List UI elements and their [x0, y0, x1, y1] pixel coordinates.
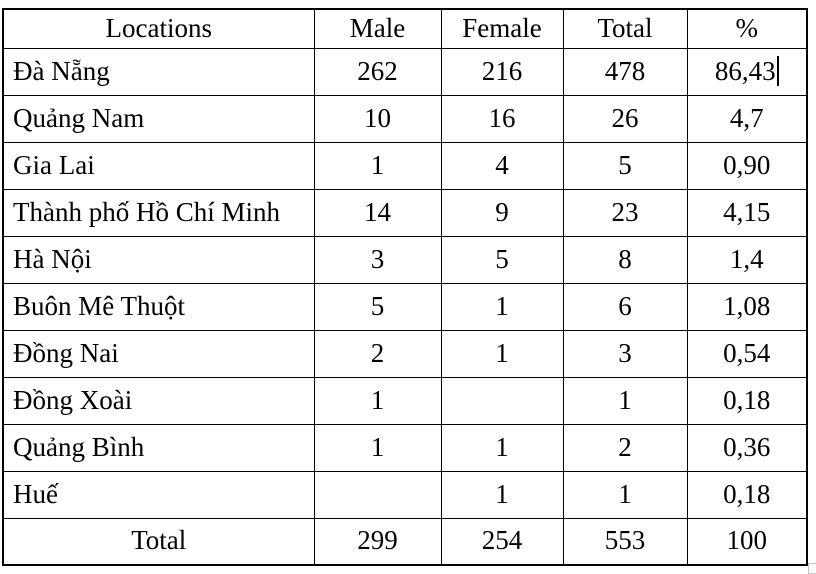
cell-location[interactable]: Gia Lai — [3, 142, 314, 189]
footer-cell-label[interactable]: Total — [3, 518, 314, 565]
table-footer-row — [3, 518, 807, 565]
cell-percent[interactable]: 0,54 — [687, 330, 807, 377]
table-row — [3, 95, 807, 142]
cell-total[interactable]: 8 — [563, 236, 687, 283]
cell-male[interactable] — [314, 471, 441, 518]
cell-female[interactable]: 216 — [441, 48, 563, 95]
cell-total[interactable]: 3 — [563, 330, 687, 377]
cell-male[interactable]: 1 — [314, 142, 441, 189]
cell-total[interactable]: 1 — [563, 471, 687, 518]
table-row — [3, 283, 807, 330]
table-row — [3, 189, 807, 236]
cell-male[interactable]: 1 — [314, 424, 441, 471]
locations-table — [2, 8, 808, 566]
cell-total[interactable]: 478 — [563, 48, 687, 95]
cell-female[interactable]: 1 — [441, 283, 563, 330]
table-row — [3, 48, 807, 95]
cell-male[interactable]: 3 — [314, 236, 441, 283]
cell-percent[interactable]: 1,08 — [687, 283, 807, 330]
cell-percent[interactable]: 0,36 — [687, 424, 807, 471]
cell-male[interactable]: 14 — [314, 189, 441, 236]
table-row — [3, 377, 807, 424]
table-row — [3, 471, 807, 518]
cell-female[interactable]: 16 — [441, 95, 563, 142]
footer-cell-female[interactable]: 254 — [441, 518, 563, 565]
header-cell-total[interactable]: Total — [563, 9, 687, 48]
cell-percent[interactable]: 0,90 — [687, 142, 807, 189]
footer-cell-total[interactable]: 553 — [563, 518, 687, 565]
cell-female[interactable]: 5 — [441, 236, 563, 283]
text-cursor — [777, 56, 779, 86]
footer-cell-percent[interactable]: 100 — [687, 518, 807, 565]
cell-percent[interactable]: 0,18 — [687, 471, 807, 518]
table-row — [3, 142, 807, 189]
footer-cell-male[interactable]: 299 — [314, 518, 441, 565]
cell-location[interactable]: Quảng Nam — [3, 95, 314, 142]
cell-location[interactable]: Thành phố Hồ Chí Minh — [3, 189, 314, 236]
cell-percent-value: 86,43 — [714, 55, 776, 86]
header-cell-female[interactable]: Female — [441, 9, 563, 48]
cell-percent[interactable] — [687, 48, 807, 95]
cell-female[interactable]: 4 — [441, 142, 563, 189]
cell-location[interactable]: Hà Nội — [3, 236, 314, 283]
cell-total[interactable]: 26 — [563, 95, 687, 142]
cell-female[interactable]: 1 — [441, 330, 563, 377]
table-row — [3, 424, 807, 471]
cell-location[interactable]: Huế — [3, 471, 314, 518]
cell-male[interactable]: 5 — [314, 283, 441, 330]
cell-total[interactable]: 23 — [563, 189, 687, 236]
cell-total[interactable]: 2 — [563, 424, 687, 471]
table-resize-handle[interactable] — [808, 563, 816, 574]
cell-male[interactable]: 262 — [314, 48, 441, 95]
cell-male[interactable]: 2 — [314, 330, 441, 377]
cell-total[interactable]: 1 — [563, 377, 687, 424]
header-cell-male[interactable]: Male — [314, 9, 441, 48]
table-header-row — [3, 9, 807, 48]
cell-location[interactable]: Buôn Mê Thuột — [3, 283, 314, 330]
header-cell-locations[interactable]: Locations — [3, 9, 314, 48]
cell-female[interactable]: 1 — [441, 424, 563, 471]
cell-percent[interactable]: 0,18 — [687, 377, 807, 424]
table-row — [3, 330, 807, 377]
cell-female[interactable]: 1 — [441, 471, 563, 518]
cell-percent[interactable]: 4,15 — [687, 189, 807, 236]
cell-location[interactable]: Đà Nẵng — [3, 48, 314, 95]
cell-female[interactable] — [441, 377, 563, 424]
cell-percent[interactable]: 1,4 — [687, 236, 807, 283]
cell-percent[interactable]: 4,7 — [687, 95, 807, 142]
cell-location[interactable]: Đồng Nai — [3, 330, 314, 377]
cell-female[interactable]: 9 — [441, 189, 563, 236]
cell-total[interactable]: 5 — [563, 142, 687, 189]
cell-location[interactable]: Quảng Bình — [3, 424, 314, 471]
cell-male[interactable]: 1 — [314, 377, 441, 424]
cell-location[interactable]: Đồng Xoài — [3, 377, 314, 424]
cell-male[interactable]: 10 — [314, 95, 441, 142]
table-row — [3, 236, 807, 283]
cell-total[interactable]: 6 — [563, 283, 687, 330]
header-cell-percent[interactable]: % — [687, 9, 807, 48]
